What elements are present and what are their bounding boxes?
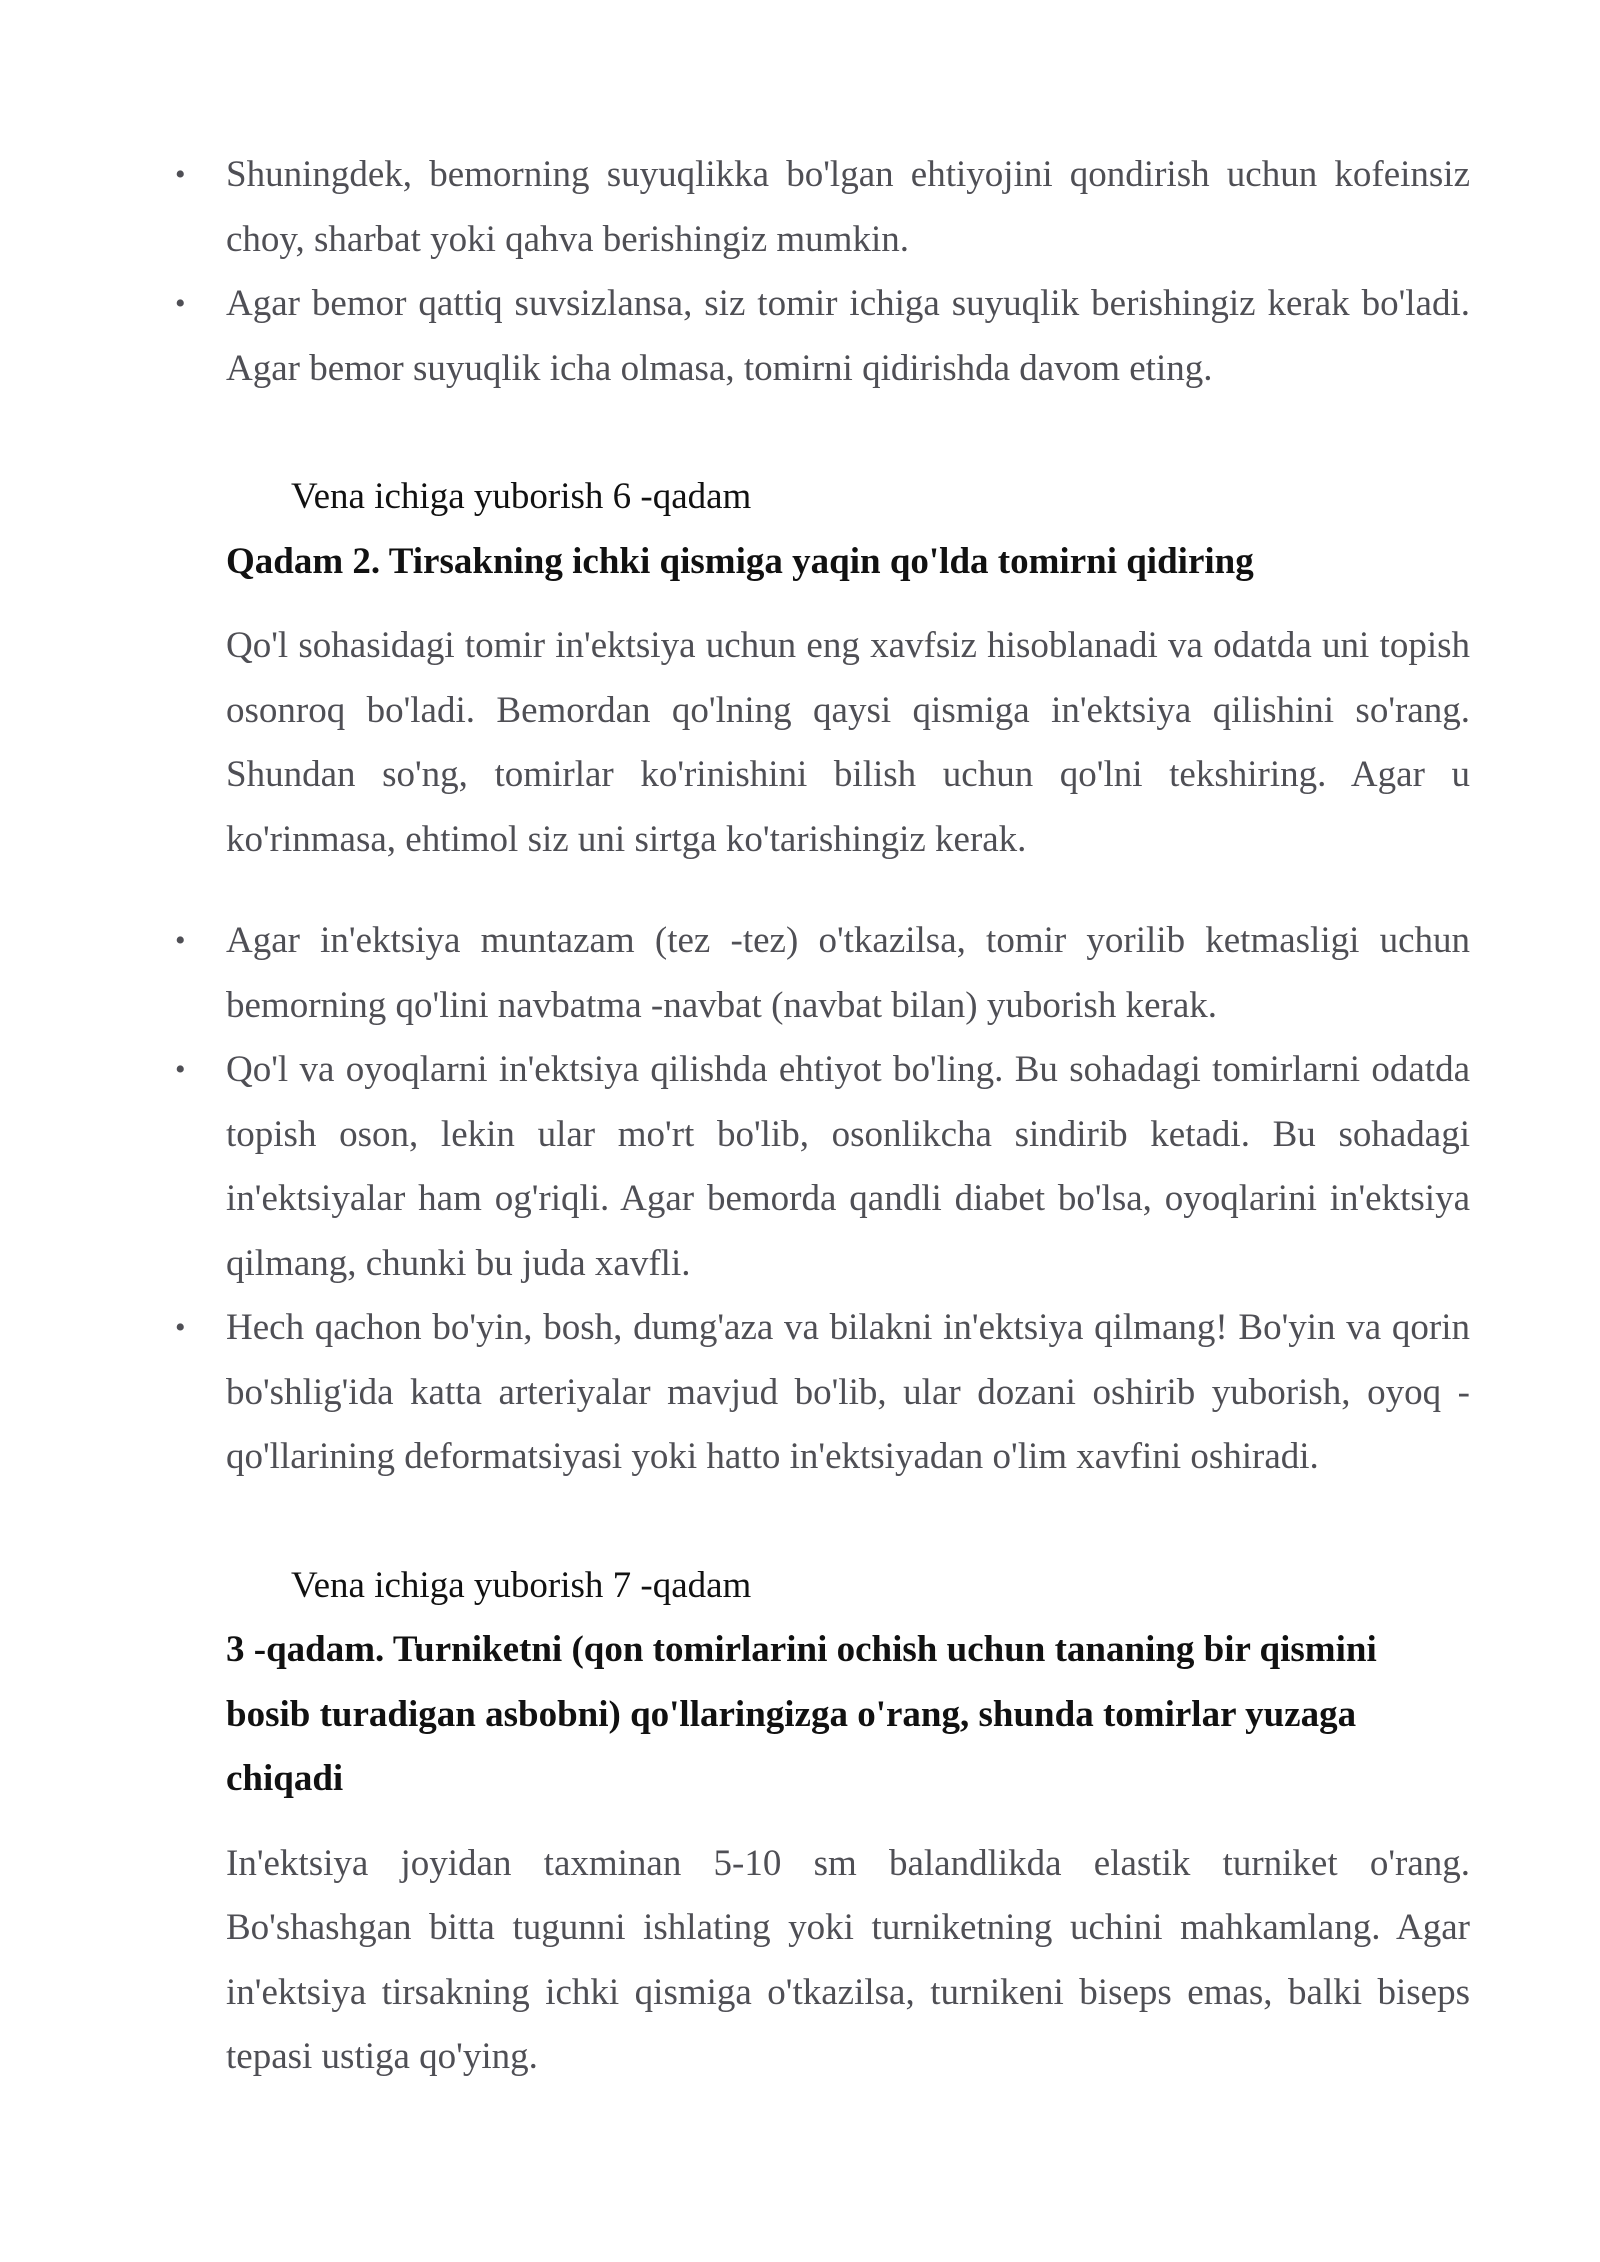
list-item [175,272,1470,401]
paragraph-2: In'ektsiya joyidan taxminan 5-10 sm balandlikda elastik turniket o'rang. Bo'shashgan bitta tugunni ishlating yoki turniketning uchini mahkamlang. Agar in'ektsiya tirsakning ichki qismiga o'tkazilsa, turnikeni biseps emas, balki biseps tepasi ustiga qo'ying. [226,1842,1470,2077]
bullet-list-2 [175,909,1470,1490]
bullet-list-1 [175,143,1470,401]
bullet-icon: • [175,287,186,320]
paragraph-1: Qo'l sohasidagi tomir in'ektsiya uchun eng xavfsiz hisoblanadi va odatda uni topish osonroq bo'ladi. Bemordan qo'lning qaysi qismiga in'ektsiya qilishini so'rang. Shundan so'ng, tomirlar ko'rinishini bilish uchun qo'lni tekshiring. Agar u ko'rinmasa, ehtimol siz uni sirtga ko'tarishingiz kerak. [226,625,1470,860]
step-caption-7: Vena ichiga yuborish 7 -qadam [291,1564,752,1606]
document-content [175,143,1470,2090]
list-item [175,909,1470,1038]
step-heading-3: 3 -qadam. Turniketni (qon tomirlarini ochish uchun tananing bir qismini bosib turadigan asbobni) qo'llaringizga o'rang, shunda tomirlar yuzaga chiqadi [226,1629,1377,1799]
list-item-text: Agar in'ektsiya muntazam (tez -tez) o'tkazilsa, tomir yorilib ketmasligi uchun bemorning qo'lini navbatma -navbat (navbat bilan) yuborish kerak. [226,920,1470,1026]
list-item-text: Agar bemor qattiq suvsizlansa, siz tomir ichiga suyuqlik berishingiz kerak bo'ladi. Agar bemor suyuqlik icha olmasa, tomirni qidirishda davom eting. [226,283,1470,389]
bullet-icon: • [175,1053,186,1086]
list-item [175,1038,1470,1296]
list-item-text: Qo'l va oyoqlarni in'ektsiya qilishda ehtiyot bo'ling. Bu sohadagi tomirlarni odatda topish oson, lekin ular mo'rt bo'lib, osonlikcha sindirib ketadi. Bu sohadagi in'ektsiyalar ham og'riqli. Agar bemorda qandli diabet bo'lsa, oyoqlarini in'ektsiya qilmang, chunki bu juda xavfli. [226,1049,1470,1284]
list-item [175,143,1470,272]
list-item-text: Hech qachon bo'yin, bosh, dumg'aza va bilakni in'ektsiya qilmang! Bo'yin va qorin bo'shlig'ida katta arteriyalar mavjud bo'lib, ular dozani oshirib yuborish, oyoq -qo'llarining deformatsiyasi yoki hatto in'ektsiyadan o'lim xavfini oshiradi. [226,1307,1470,1477]
bullet-icon: • [175,158,186,191]
bullet-icon: • [175,1311,186,1344]
bullet-icon: • [175,924,186,957]
list-item [175,1296,1470,1490]
step-caption-6: Vena ichiga yuborish 6 -qadam [291,476,752,517]
list-item-text: Shuningdek, bemorning suyuqlikka bo'lgan ehtiyojini qondirish uchun kofeinsiz choy, sharbat yoki qahva berishingiz mumkin. [226,154,1470,260]
step-heading-2: Qadam 2. Tirsakning ichki qismiga yaqin qo'lda tomirni qidiring [226,540,1254,582]
